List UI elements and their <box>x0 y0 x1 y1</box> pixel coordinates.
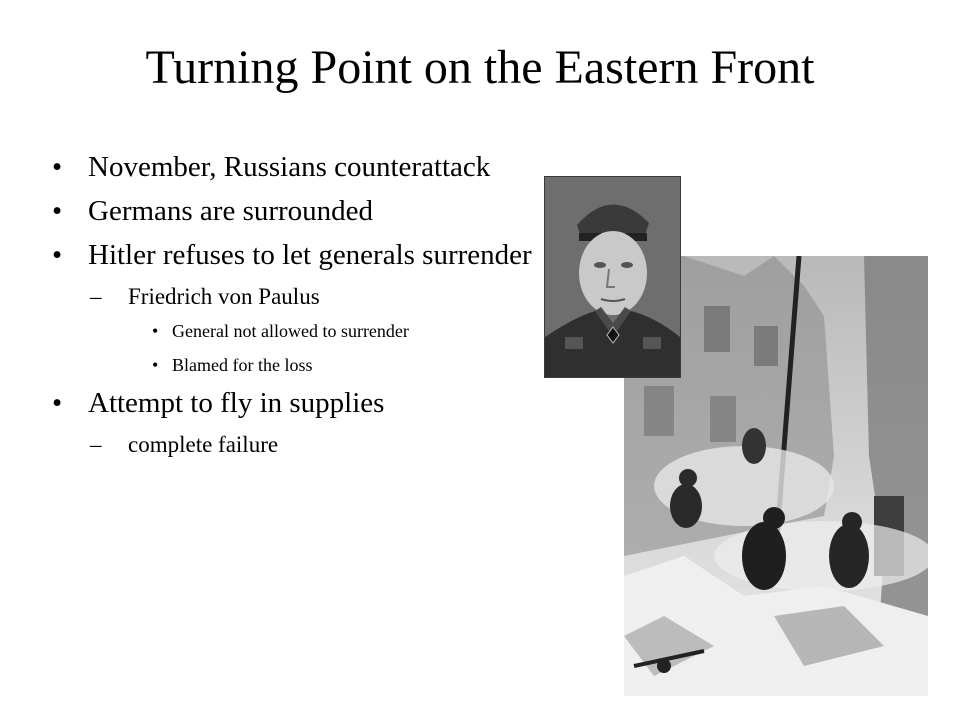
sub-bullet-item <box>50 430 550 460</box>
portrait-photo-icon <box>545 177 680 377</box>
sub-bullet-text: Friedrich von Paulus <box>128 284 320 309</box>
bullet-item <box>50 194 550 228</box>
bullet-icon: • <box>52 195 63 227</box>
slide-title: Turning Point on the Eastern Front <box>145 41 815 94</box>
bullet-item <box>50 238 550 272</box>
portrait-photo <box>544 176 681 378</box>
sub-sub-bullet-item <box>50 352 550 378</box>
bullet-icon: • <box>152 321 159 341</box>
bullet-item <box>50 150 550 184</box>
dash-icon: – <box>90 432 102 457</box>
bullet-text: November, Russians counterattack <box>88 151 491 183</box>
bullet-icon: • <box>52 387 63 419</box>
bullet-text: Attempt to fly in supplies <box>88 387 385 419</box>
sub-sub-bullet-item <box>50 318 550 344</box>
sub-bullet-item <box>50 282 550 312</box>
bullet-icon: • <box>52 151 63 183</box>
bullet-list <box>50 150 550 466</box>
bullet-item <box>50 386 550 420</box>
sub-sub-bullet-text: General not allowed to surrender <box>172 321 409 341</box>
dash-icon: – <box>90 284 102 309</box>
bullet-text: Hitler refuses to let generals surrender <box>88 239 532 271</box>
bullet-text: Germans are surrounded <box>88 195 374 227</box>
bullet-icon: • <box>52 239 63 271</box>
sub-bullet-text: complete failure <box>128 432 279 457</box>
sub-sub-bullet-text: Blamed for the loss <box>172 355 313 375</box>
bullet-icon: • <box>152 355 159 375</box>
